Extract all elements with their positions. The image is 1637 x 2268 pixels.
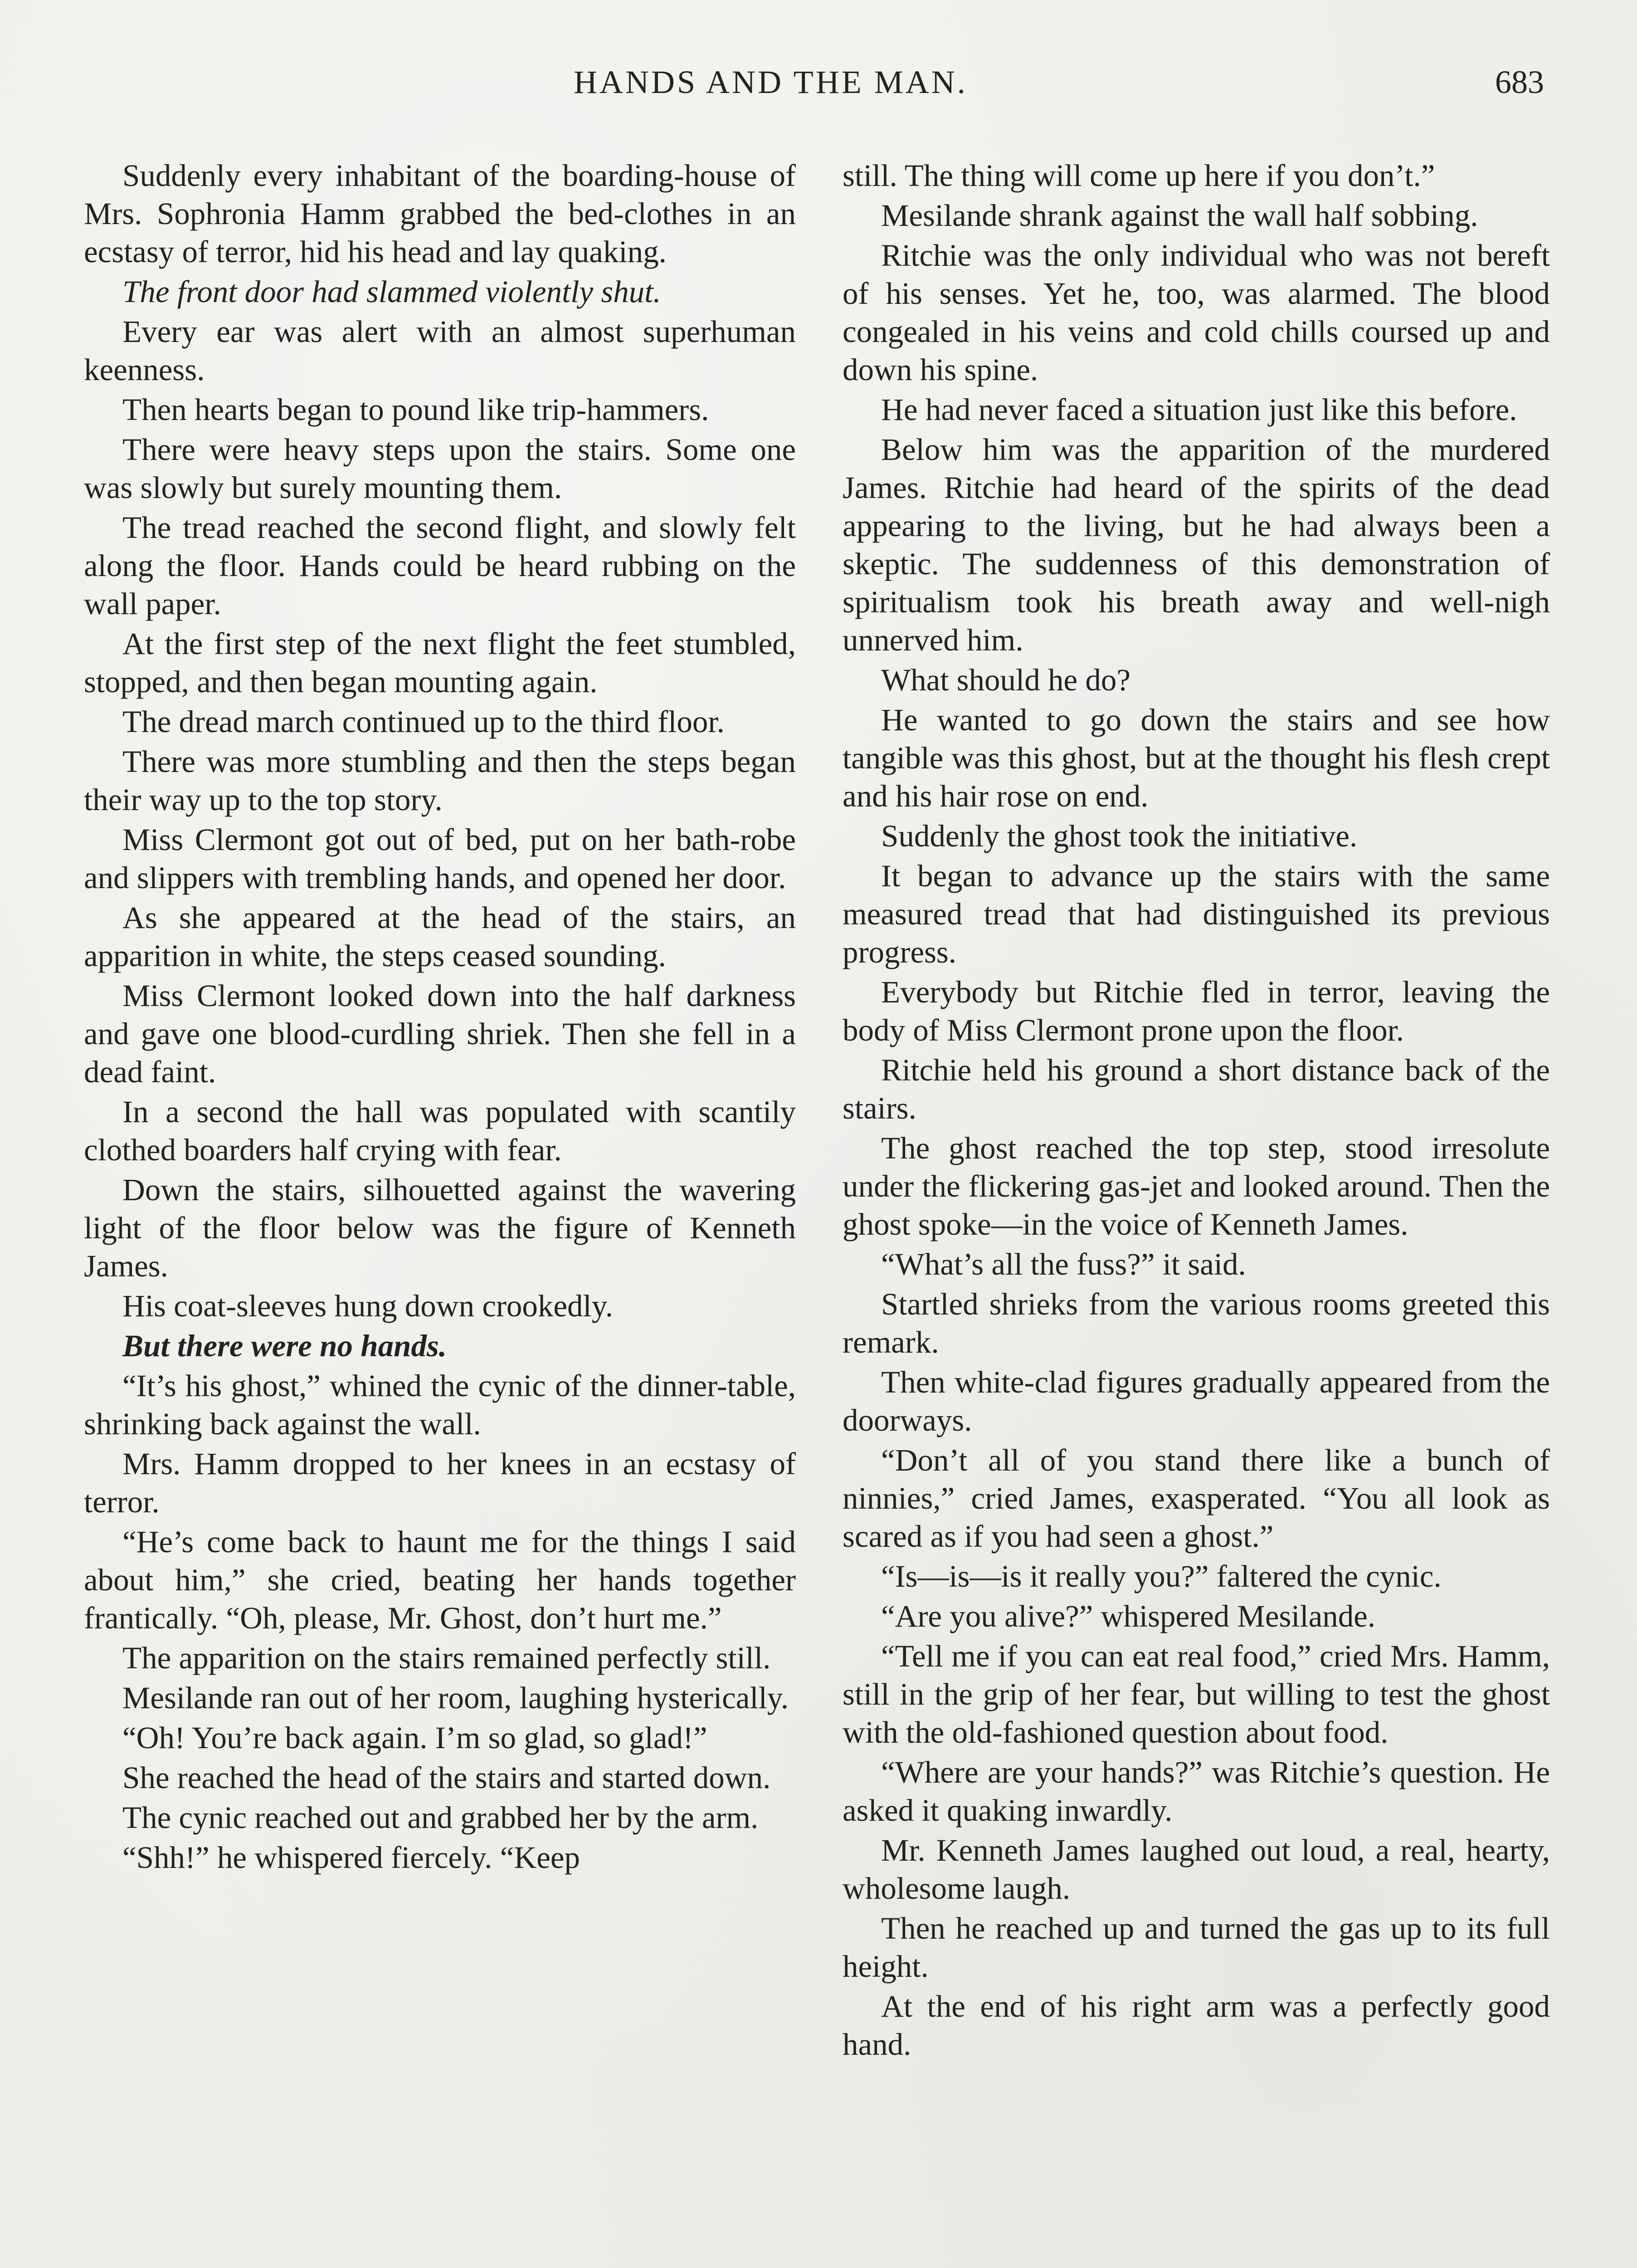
left-column-paragraph: She reached the head of the stairs and started down. — [122, 1760, 771, 1795]
left-column-paragraph: Then hearts began to pound like trip-hammers. — [122, 392, 709, 427]
right-column-paragraph: Mr. Kenneth James laughed out loud, a real, hearty, wholesome laugh. — [843, 1833, 1550, 1906]
right-column-paragraph: The ghost reached the top step, stood irresolute under the flickering gas-jet and looked around. Then the ghost spoke—in the voice of Kenneth James. — [843, 1131, 1550, 1242]
left-column-paragraph: “He’s come back to haunt me for the things I said about him,” she cried, beating her hands together frantically. “Oh, please, Mr. Ghost, don’t hurt me.” — [84, 1525, 796, 1635]
left-column — [84, 156, 796, 1878]
left-column-paragraph: Miss Clermont looked down into the half darkness and gave one blood-curdling shriek. Then she fell in a dead faint. — [84, 978, 796, 1089]
page-number: 683 — [1495, 64, 1544, 100]
right-column-paragraph: “Don’t all of you stand there like a bunch of ninnies,” cried James, exasperated. “You all look as scared as if you had seen a ghost.” — [843, 1443, 1550, 1554]
right-column-paragraph: Mesilande shrank against the wall half sobbing. — [881, 198, 1478, 233]
left-column-paragraph: “Oh! You’re back again. I’m so glad, so glad!” — [122, 1721, 707, 1755]
right-column-paragraph: He wanted to go down the stairs and see how tangible was this ghost, but at the thought his flesh crept and his hair rose on end. — [843, 703, 1550, 813]
right-column-paragraph: Suddenly the ghost took the initiative. — [881, 819, 1358, 853]
right-column-paragraph: Then he reached up and turned the gas up to its full height. — [843, 1911, 1550, 1984]
left-column-paragraph: Miss Clermont got out of bed, put on her bath-robe and slippers with trembling hands, and opened her door. — [84, 822, 796, 895]
left-column-paragraph: At the first step of the next flight the feet stumbled, stopped, and then began mounting again. — [84, 626, 796, 699]
right-column-paragraph: Ritchie was the only individual who was not bereft of his senses. Yet he, too, was alarmed. The blood congealed in his veins and cold chills coursed up and down his spine. — [843, 238, 1550, 387]
left-column-paragraph: But there were no hands. — [122, 1329, 447, 1363]
left-column-paragraph: There were heavy steps upon the stairs. Some one was slowly but surely mounting them. — [84, 432, 796, 505]
left-column-paragraph: Suddenly every inhabitant of the boarding-house of Mrs. Sophronia Hamm grabbed the bed-clothes in an ecstasy of terror, hid his head and lay quaking. — [84, 158, 796, 269]
right-column-paragraph: Everybody but Ritchie fled in terror, leaving the body of Miss Clermont prone upon the floor. — [843, 975, 1550, 1047]
right-column-paragraph: It began to advance up the stairs with the same measured tread that had distinguished its previous progress. — [843, 859, 1550, 969]
left-column-paragraph: His coat-sleeves hung down crookedly. — [122, 1289, 613, 1323]
left-column-paragraph: Down the stairs, silhouetted against the wavering light of the floor below was the figure of Kenneth James. — [84, 1173, 796, 1283]
right-column-paragraph: Below him was the apparition of the murdered James. Ritchie had heard of the spirits of the dead appearing to the living, but he had always been a skeptic. The suddenness of this demonstration of spiritualism took his breath away and well-nigh unnerved him. — [843, 432, 1550, 657]
left-column-paragraph: Every ear was alert with an almost superhuman keenness. — [84, 314, 796, 387]
left-column-paragraph: The apparition on the stairs remained perfectly still. — [122, 1641, 771, 1675]
right-column-paragraph: “Is—is—is it really you?” faltered the cynic. — [881, 1559, 1442, 1593]
left-column-paragraph: As she appeared at the head of the stairs, an apparition in white, the steps ceased sounding. — [84, 900, 796, 973]
running-head: HANDS AND THE MAN. — [574, 64, 968, 100]
right-column-paragraph: “Where are your hands?” was Ritchie’s question. He asked it quaking inwardly. — [843, 1755, 1550, 1828]
right-column-paragraph: Startled shrieks from the various rooms greeted this remark. — [843, 1287, 1550, 1359]
left-column-paragraph: The cynic reached out and grabbed her by the arm. — [122, 1800, 759, 1835]
right-column-paragraph: He had never faced a situation just like this before. — [881, 392, 1517, 427]
right-column-paragraph: Then white-clad figures gradually appeared from the doorways. — [843, 1365, 1550, 1437]
left-column-paragraph: The front door had slammed violently shut. — [122, 274, 661, 309]
right-column-paragraph: “What’s all the fuss?” it said. — [881, 1247, 1246, 1281]
left-column-paragraph: The tread reached the second flight, and slowly felt along the floor. Hands could be heard rubbing on the wall paper. — [84, 510, 796, 621]
right-column-paragraph: “Are you alive?” whispered Mesilande. — [881, 1599, 1376, 1633]
left-column-paragraph: In a second the hall was populated with scantily clothed boarders half crying with fear. — [84, 1095, 796, 1167]
left-column-paragraph: There was more stumbling and then the steps began their way up to the top story. — [84, 744, 796, 817]
right-column-paragraph: Ritchie held his ground a short distance back of the stairs. — [843, 1053, 1550, 1125]
right-column-paragraph: What should he do? — [881, 663, 1130, 697]
right-column-paragraph: At the end of his right arm was a perfectly good hand. — [843, 1989, 1550, 2062]
left-column-paragraph: Mrs. Hamm dropped to her knees in an ecstasy of terror. — [84, 1447, 796, 1519]
left-column-paragraph: “It’s his ghost,” whined the cynic of the dinner-table, shrinking back against the wall. — [84, 1369, 796, 1441]
right-column — [843, 156, 1550, 2065]
left-column-paragraph: The dread march continued up to the third floor. — [122, 704, 725, 739]
left-column-paragraph: “Shh!” he whispered fiercely. “Keep — [122, 1840, 580, 1875]
left-column-paragraph: Mesilande ran out of her room, laughing hysterically. — [122, 1681, 789, 1715]
right-column-paragraph: still. The thing will come up here if you don’t.” — [843, 158, 1435, 193]
right-column-paragraph: “Tell me if you can eat real food,” cried Mrs. Hamm, still in the grip of her fear, but willing to test the ghost with the old-fashioned question about food. — [843, 1639, 1550, 1750]
